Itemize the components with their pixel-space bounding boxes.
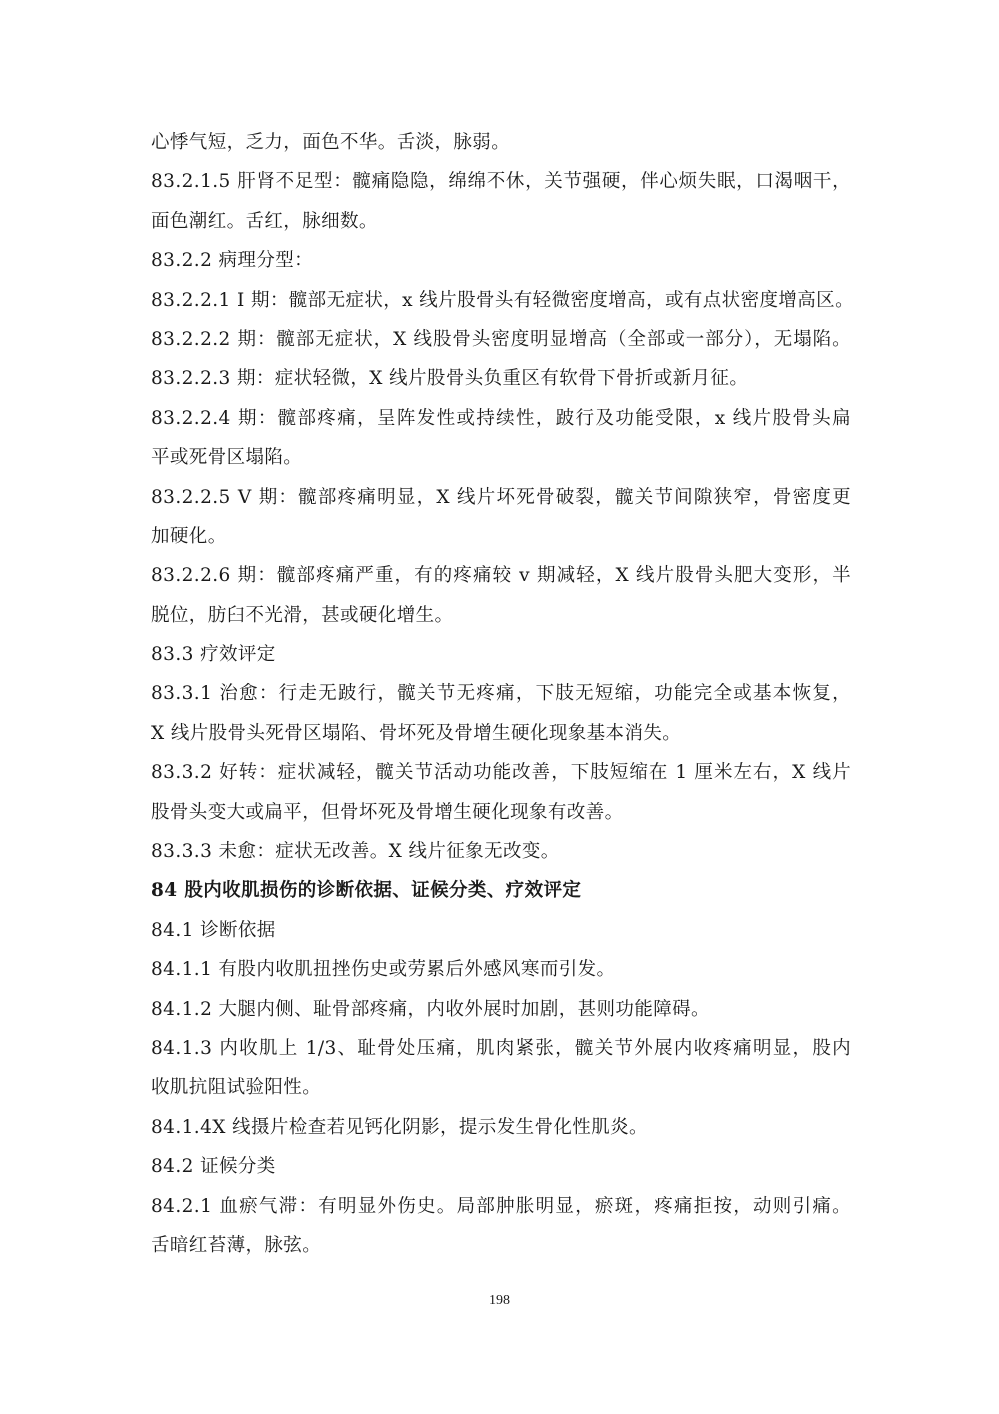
- page-number: 198: [489, 1293, 510, 1308]
- text-line: 83.2.2 病理分型：: [151, 250, 314, 272]
- text-line: 84.1.1 有股内收肌扭挫伤史或劳累后外感风寒而引发。: [151, 959, 616, 981]
- text-line: 84.2.1 血瘀气滞：有明显外伤史。局部肿胀明显，瘀斑，疼痛拒按，动则引痛。: [151, 1195, 851, 1217]
- text-line: 84.1.4X 线摄片检查若见钙化阴影，提示发生骨化性肌炎。: [151, 1116, 648, 1138]
- text-line: 83.3.1 治愈：行走无跛行，髋关节无疼痛，下肢无短缩，功能完全或基本恢复，: [151, 683, 851, 705]
- text-line: 84.1 诊断依据: [151, 919, 276, 941]
- text-line: 心悸气短，乏力，面色不华。舌淡，脉弱。: [151, 132, 511, 153]
- body-text: [151, 123, 854, 1265]
- text-line: 83.2.2.5 V 期：髋部疼痛明显，X 线片坏死骨破裂，髋关节间隙狭窄，骨密度更: [151, 486, 851, 508]
- section-heading: 84 股内收肌损伤的诊断依据、证候分类、疗效评定: [151, 880, 582, 902]
- text-line: 83.2.2.6 期：髋部疼痛严重，有的疼痛较 v 期减轻，X 线片股骨头肥大变形，半: [151, 565, 851, 587]
- text-line: X 线片股骨头死骨区塌陷、骨坏死及骨增生硬化现象基本消失。: [151, 722, 682, 744]
- text-line: 83.2.2.3 期：症状轻微，X 线片股骨头负重区有软骨下骨折或新月征。: [151, 368, 749, 390]
- text-line: 股骨头变大或扁平，但骨坏死及骨增生硬化现象有改善。: [151, 801, 624, 823]
- text-line: 83.3.3 未愈：症状无改善。X 线片征象无改变。: [151, 841, 560, 863]
- text-line: 83.2.2.4 期：髋部疼痛，呈阵发性或持续性，跛行及功能受限，x 线片股骨头扁: [151, 407, 851, 429]
- text-line: 脱位，肪臼不光滑，甚或硬化增生。: [151, 604, 454, 626]
- text-line: 84.1.3 内收肌上 1/3、耻骨处压痛，肌肉紧张，髋关节外展内收疼痛明显，股内: [151, 1037, 851, 1059]
- text-line: 面色潮红。舌红，脉细数。: [151, 210, 378, 232]
- text-line: 84.1.2 大腿内侧、耻骨部疼痛，内收外展时加剧，甚则功能障碍。: [151, 998, 710, 1020]
- text-line: 收肌抗阻试验阳性。: [151, 1077, 322, 1099]
- text-line: 83.2.1.5 肝肾不足型：髋痛隐隐，绵绵不休，关节强硬，伴心烦失眠，口渴咽干，: [151, 171, 851, 193]
- text-line: 加硬化。: [151, 525, 227, 547]
- text-line: 83.3.2 好转：症状减轻，髋关节活动功能改善，下肢短缩在 1 厘米左右，X 线片: [151, 762, 851, 784]
- text-line: 平或死骨区塌陷。: [151, 447, 303, 469]
- text-line: 84.2 证候分类: [151, 1156, 276, 1178]
- text-line: 83.2.2.2 期：髋部无症状，X 线股骨头密度明显增高（全部或一部分），无塌陷。: [151, 328, 851, 350]
- text-line: 舌暗红苔薄，脉弦。: [151, 1234, 322, 1256]
- text-line: 83.2.2.1 I 期：髋部无症状，x 线片股骨头有轻微密度增高，或有点状密度增高区。: [151, 289, 854, 311]
- text-line: 83.3 疗效评定: [151, 644, 276, 666]
